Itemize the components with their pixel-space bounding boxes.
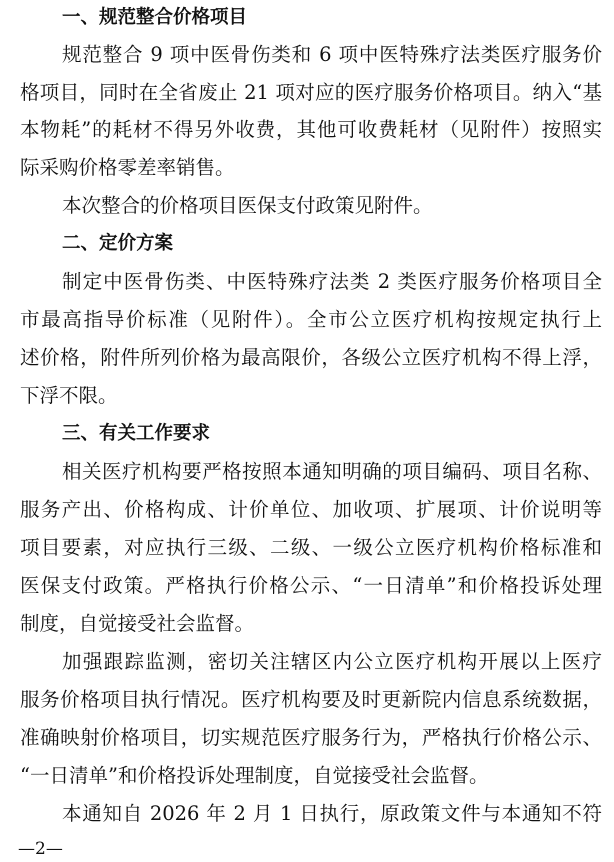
paragraph-line: 项目要素，对应执行三级、二级、一级公立医疗机构价格标准和 [20, 536, 602, 559]
paragraph-line: 医保支付政策。严格执行价格公示、“一日清单”和价格投诉处理 [20, 574, 602, 597]
paragraph-line: 服务价格项目执行情况。医疗机构要及时更新院内信息系统数据， [20, 688, 602, 711]
paragraph-line: 制度，自觉接受社会监督。 [20, 612, 255, 635]
paragraph-line: 服务产出、价格构成、计价单位、加收项、扩展项、计价说明等 [20, 498, 602, 521]
paragraph-line: 市最高指导价标准（见附件）。全市公立医疗机构按规定执行上 [20, 308, 602, 331]
paragraph-line: 规范整合 9 项中医骨伤类和 6 项中医特殊疗法类医疗服务价 [62, 43, 602, 66]
page-number: —2— [18, 839, 63, 859]
paragraph-line: 述价格，附件所列价格为最高限价，各级公立医疗机构不得上浮， [20, 346, 602, 369]
paragraph-line: 本通知自 2026 年 2 月 1 日执行，原政策文件与本通知不符 [62, 802, 602, 825]
paragraph-line: 格项目，同时在全省废止 21 项对应的医疗服务价格项目。纳入“基 [20, 81, 602, 104]
paragraph-line: 本物耗”的耗材不得另外收费，其他可收费耗材（见附件）按照实 [20, 118, 602, 141]
paragraph-line: 下浮不限。 [20, 384, 118, 407]
paragraph-line: 加强跟踪监测，密切关注辖区内公立医疗机构开展以上医疗 [62, 650, 602, 673]
section-heading-1: 一、规范整合价格项目 [62, 7, 248, 28]
section-heading-3: 三、有关工作要求 [62, 423, 211, 444]
paragraph-line: “一日清单”和价格投诉处理制度，自觉接受社会监督。 [20, 764, 489, 787]
paragraph-line: 准确映射价格项目，切实规范医疗服务行为，严格执行价格公示、 [20, 726, 602, 749]
paragraph-line: 相关医疗机构要严格按照本通知明确的项目编码、项目名称、 [62, 460, 602, 483]
paragraph-line: 制定中医骨伤类、中医特殊疗法类 2 类医疗服务价格项目全 [62, 270, 602, 293]
paragraph-line: 本次整合的价格项目医保支付政策见附件。 [62, 194, 433, 217]
section-heading-2: 二、定价方案 [62, 233, 174, 254]
paragraph-line: 际采购价格零差率销售。 [20, 156, 235, 179]
